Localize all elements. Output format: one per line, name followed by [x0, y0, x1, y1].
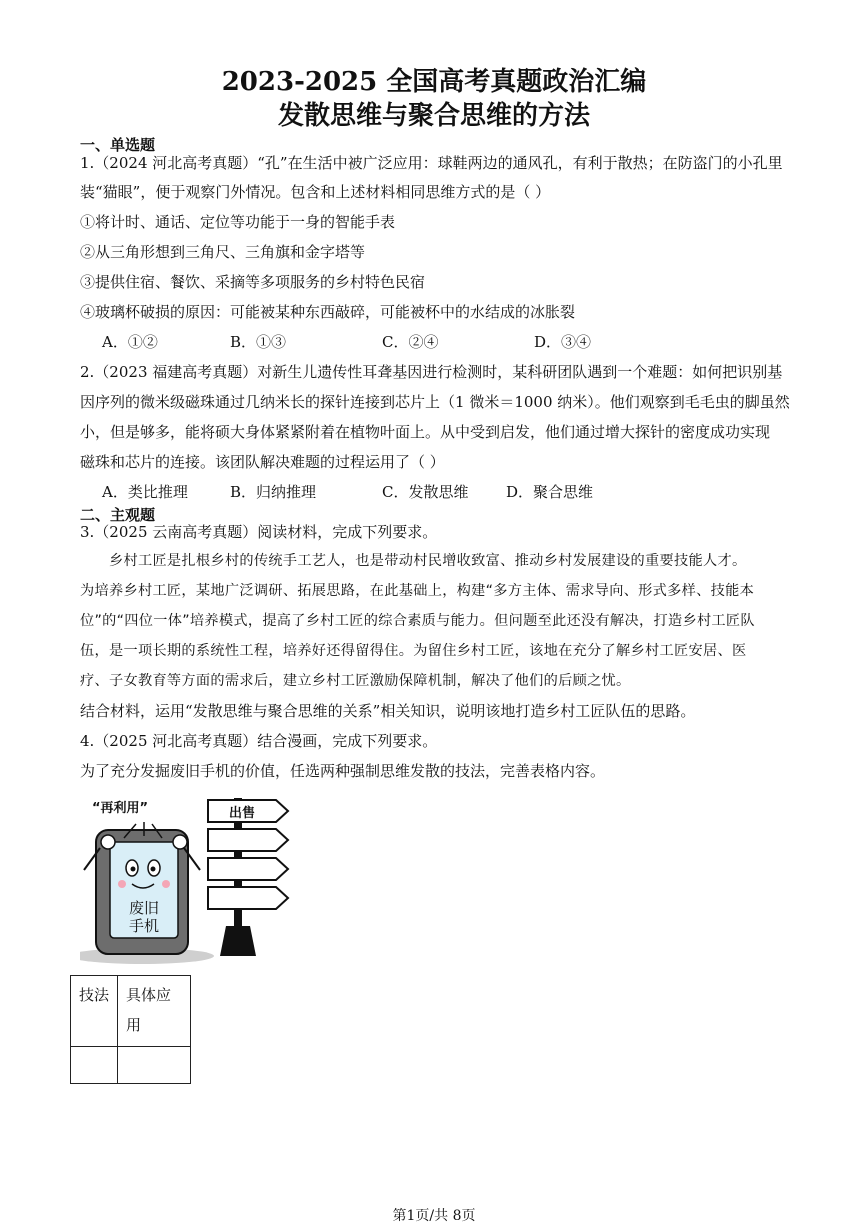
- q2-option-a: A．类比推理: [102, 483, 188, 501]
- recycle-phone-cartoon: [80, 796, 300, 968]
- q1-option-b: B．①③: [230, 333, 287, 351]
- question-1-line: 装“猫眼”，便于观察门外情况。包含和上述材料相同思维方式的是（ ）: [80, 183, 551, 201]
- question-3-material: 为培养乡村工匠，某地广泛调研、拓展思路，在此基础上，构建“多方主体、需求导向、形式多样、技能本: [80, 583, 755, 599]
- right-hand-icon: [173, 835, 187, 849]
- question-1-item: ③提供住宿、餐饮、采摘等多项服务的乡村特色民宿: [80, 273, 426, 291]
- q1-option-c: C．②④: [382, 333, 439, 351]
- left-cheek: [118, 880, 126, 888]
- question-3-material: 乡村工匠是扎根乡村的传统手工艺人，也是带动村民增收致富、推动乡村发展建设的重要技能人才。: [80, 553, 747, 569]
- sign-sell-label: 出售: [228, 806, 256, 821]
- q2-option-d: D．聚合思维: [506, 483, 594, 501]
- technique-table: [70, 975, 191, 1084]
- question-1-item: ④玻璃杯破损的原因：可能被某种东西敲碎，可能被杯中的水结成的冰胀裂: [80, 303, 576, 321]
- page-title-line1: 2023-2025 全国高考真题政治汇编: [221, 67, 647, 97]
- q2-option-c: C．发散思维: [382, 483, 469, 501]
- q2-option-b: B．归纳推理: [230, 483, 317, 501]
- table-row: [71, 1047, 191, 1084]
- phone-label-line1: 废旧: [128, 899, 160, 917]
- question-3-material: 位”的“四位一体”培养模式，提高了乡村工匠的综合素质与能力。但问题至此还没有解决，打造乡村工匠队: [80, 613, 755, 629]
- q1-option-d: D．③④: [534, 333, 592, 351]
- q1-option-a: A．①②: [102, 333, 158, 351]
- cell-application-blank[interactable]: [118, 1047, 191, 1084]
- question-3-task: 结合材料，运用“发散思维与聚合思维的关系”相关知识，说明该地打造乡村工匠队伍的思路。: [80, 702, 696, 720]
- question-4-intro: 4.（2025 河北高考真题）结合漫画，完成下列要求。: [80, 732, 438, 750]
- question-3-intro: 3.（2025 云南高考真题）阅读材料，完成下列要求。: [80, 523, 438, 541]
- question-2-line: 磁珠和芯片的连接。该团队解决难题的过程运用了（ ）: [80, 453, 445, 471]
- signpost-base: [220, 926, 256, 956]
- page-title-line2: 发散思维与聚合思维的方法: [277, 101, 590, 131]
- signpost-arrow-blank: [208, 887, 288, 909]
- question-3-material: 伍，是一项长期的系统性工程，培养好还得留得住。为留住乡村工匠，该地在充分了解乡村工匠安居、医: [80, 643, 747, 659]
- question-4-task: 为了充分发掘废旧手机的价值，任选两种强制思维发散的技法，完善表格内容。: [80, 762, 606, 780]
- page-footer: 第1页/共 8页: [392, 1208, 476, 1224]
- signpost-arrow-blank: [208, 829, 288, 851]
- section-heading-single-choice: 一、单选题: [80, 136, 156, 154]
- question-1-item: ②从三角形想到三角尺、三角旗和金字塔等: [80, 243, 366, 261]
- header-technique: 技法: [71, 976, 118, 1047]
- question-2-line: 因序列的微米级磁珠通过几纳米长的探针连接到芯片上（1 微米＝1000 纳米）。他们观察到毛毛虫的脚虽然: [80, 393, 790, 411]
- question-2-line: 小，但是够多，能将硕大身体紧紧附着在植物叶面上。从中受到启发，他们通过增大探针的密度成功实现: [80, 423, 771, 441]
- table-header-row: [71, 976, 191, 1047]
- header-application: 具体应用: [118, 976, 191, 1047]
- cell-technique-blank[interactable]: [71, 1047, 118, 1084]
- signpost-arrow-blank: [208, 858, 288, 880]
- question-1-line: 1.（2024 河北高考真题）“孔”在生活中被广泛应用：球鞋两边的通风孔，有利于散热；在防盗门的小孔里: [80, 154, 783, 172]
- right-cheek: [162, 880, 170, 888]
- question-3-material: 疗、子女教育等方面的需求后，建立乡村工匠激励保障机制，解决了他们的后顾之忧。: [80, 673, 631, 689]
- question-2-line: 2.（2023 福建高考真题）对新生儿遗传性耳聋基因进行检测时，某科研团队遇到一个难题：如何把识别基: [80, 363, 783, 381]
- question-1-item: ①将计时、通话、定位等功能于一身的智能手表: [80, 213, 396, 231]
- cartoon-caption: “再利用”: [91, 801, 149, 816]
- section-heading-subjective: 二、主观题: [80, 506, 156, 524]
- phone-label-line2: 手机: [128, 917, 160, 935]
- left-hand-icon: [101, 835, 115, 849]
